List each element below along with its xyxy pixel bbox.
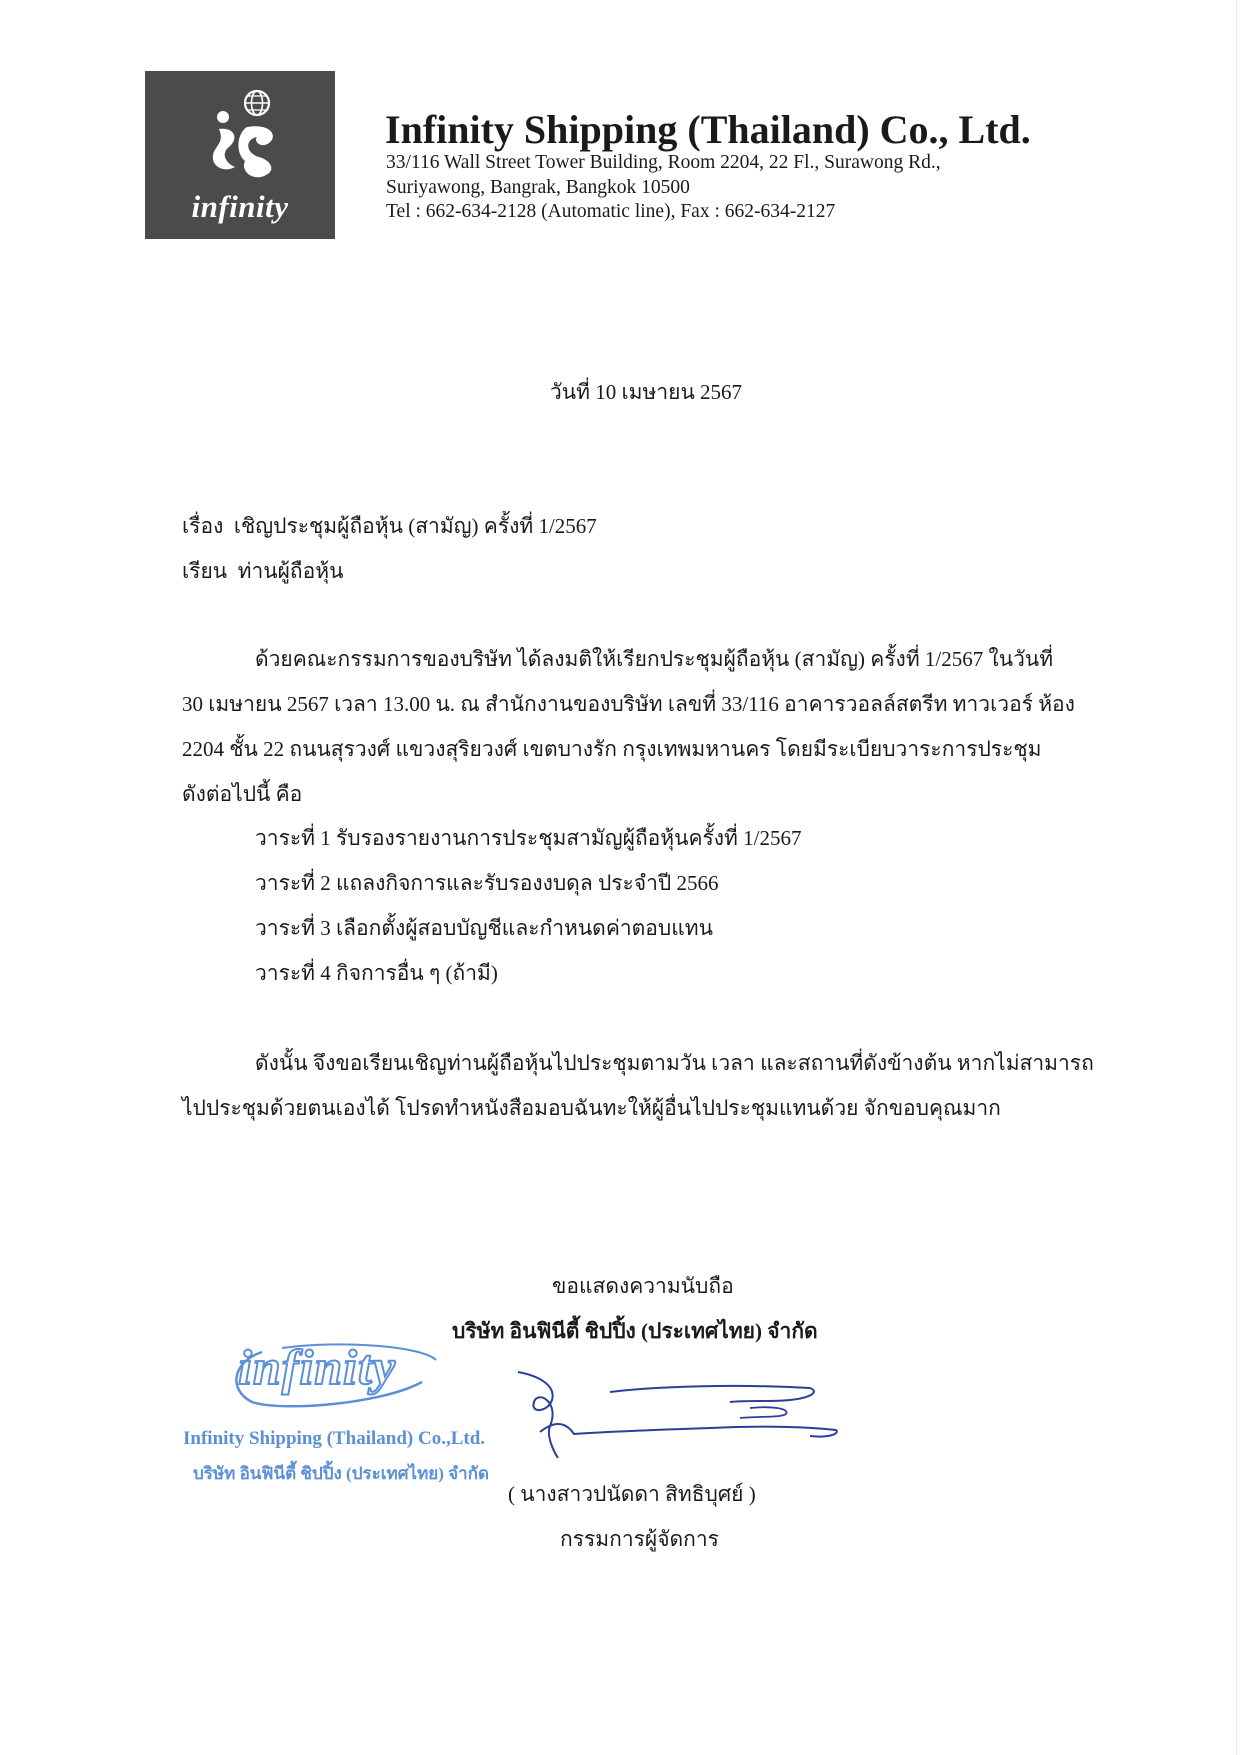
agenda-item-2: วาระที่ 2 แถลงกิจการและรับรองงบดุล ประจำปี 2566 xyxy=(255,871,719,895)
stamp-english-line: Infinity Shipping (Thailand) Co.,Ltd. xyxy=(183,1428,486,1449)
intro-line-1: ด้วยคณะกรรมการของบริษัท ได้ลงมติให้เรียกประชุมผู้ถือหุ้น (สามัญ) ครั้งที่ 1/2567 ในวันที่ xyxy=(255,647,1054,671)
agenda-item-3: วาระที่ 3 เลือกตั้งผู้สอบบัญชีและกำหนดค่าตอบแทน xyxy=(255,916,713,940)
contact-line: Tel : 662-634-2128 (Automatic line), Fax : 662-634-2127 xyxy=(386,201,836,222)
intro-line-3: 2204 ชั้น 22 ถนนสุรวงศ์ แขวงสุริยวงศ์ เขตบางรัก กรุงเทพมหานคร โดยมีระเบียบวาระการประชุม xyxy=(182,737,1042,761)
address-line-1: 33/116 Wall Street Tower Building, Room 2204, 22 Fl., Surawong Rd., xyxy=(386,152,941,173)
letter-date: วันที่ 10 เมษายน 2567 xyxy=(550,380,743,404)
recipient-label: เรียน xyxy=(182,559,228,583)
infinity-logo-mark xyxy=(195,83,295,183)
signatory-name: ( นางสาวปนัดดา สิทธิบุศย์ ) xyxy=(508,1482,756,1506)
regards-text: ขอแสดงความนับถือ xyxy=(552,1274,734,1298)
subject-line xyxy=(182,510,597,543)
stamp-swoosh xyxy=(222,1342,452,1412)
closing-line-2: ไปประชุมด้วยตนเองได้ โปรดทำหนังสือมอบฉันทะให้ผู้อื่นไปประชุมแทนด้วย จักขอบคุณมาก xyxy=(182,1096,1001,1120)
company-name: Infinity Shipping (Thailand) Co., Ltd. xyxy=(385,107,1031,152)
company-logo xyxy=(145,71,335,239)
subject-label: เรื่อง xyxy=(182,514,224,538)
stamp-thai-line: บริษัท อินฟินีตี้ ชิปปิ้ง (ประเทศไทย) จำกัด xyxy=(193,1464,490,1483)
closing-line-1: ดังนั้น จึงขอเรียนเชิญท่านผู้ถือหุ้นไปประชุมตามวัน เวลา และสถานที่ดังข้างต้น หากไม่สามารถ xyxy=(255,1051,1094,1075)
signatory-title: กรรมการผู้จัดการ xyxy=(560,1527,719,1551)
logo-wordmark: infinity xyxy=(191,189,289,224)
recipient-text: ท่านผู้ถือหุ้น xyxy=(237,559,344,583)
company-thai-name: บริษัท อินฟินีตี้ ชิปปิ้ง (ประเทศไทย) จำกัด xyxy=(452,1319,818,1343)
agenda-item-4: วาระที่ 4 กิจการอื่น ๆ (ถ้ามี) xyxy=(255,961,498,985)
intro-line-2: 30 เมษายน 2567 เวลา 13.00 น. ณ สำนักงานของบริษัท เลขที่ 33/116 อาคารวอลล์สตรีท ทาวเวอร์ ห้อง xyxy=(182,692,1075,716)
stamp-logo-wordmark: infinity xyxy=(238,1339,397,1395)
address-line-2: Suriyawong, Bangrak, Bangkok 10500 xyxy=(386,177,690,198)
intro-line-4: ดังต่อไปนี้ คือ xyxy=(182,782,303,806)
page-edge-line xyxy=(1236,0,1237,1755)
subject-text: เชิญประชุมผู้ถือหุ้น (สามัญ) ครั้งที่ 1/2567 xyxy=(233,514,597,538)
agenda-item-1: วาระที่ 1 รับรองรายงานการประชุมสามัญผู้ถือหุ้นครั้งที่ 1/2567 xyxy=(255,826,802,850)
handwritten-signature xyxy=(510,1362,850,1472)
recipient-line xyxy=(182,555,343,588)
